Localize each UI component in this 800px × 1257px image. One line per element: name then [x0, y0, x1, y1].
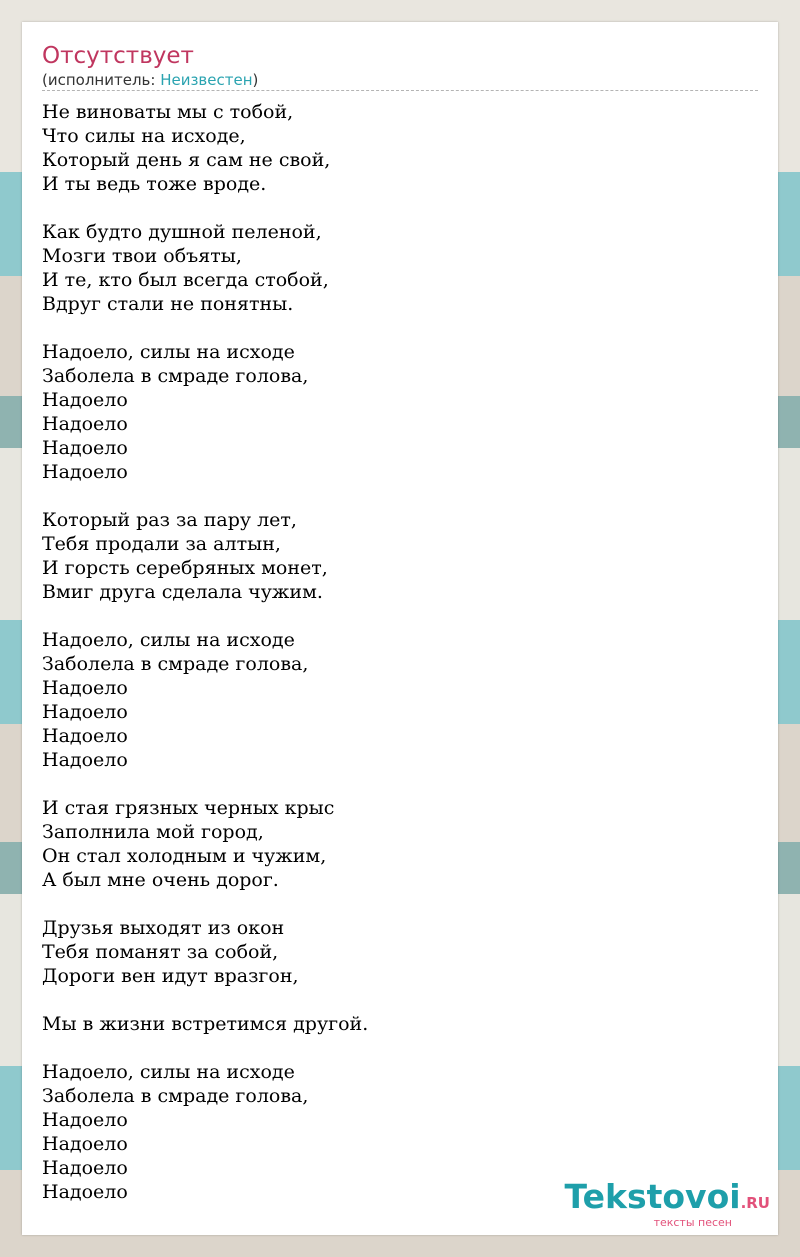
tekstovoi-logo[interactable]: [564, 1177, 770, 1229]
stanza-break: [42, 484, 742, 508]
lyric-line: И те, кто был всегда стобой,: [42, 269, 329, 291]
lyric-line: Надоело: [42, 749, 128, 771]
lyric-line: Тебя поманят за собой,: [42, 941, 279, 963]
lyric-line: Надоело: [42, 677, 128, 699]
lyric-line: Надоело, силы на исходе: [42, 1061, 295, 1083]
lyric-line: А был мне очень дорог.: [42, 869, 279, 891]
title-divider: [42, 90, 758, 91]
lyric-line: Вмиг друга сделала чужим.: [42, 581, 323, 603]
lyric-line: Не виноваты мы с тобой,: [42, 101, 294, 123]
lyric-line: И стая грязных черных крыс: [42, 797, 335, 819]
lyric-line: Что силы на исходе,: [42, 125, 246, 147]
lyric-line: Заболела в смраде голова,: [42, 1085, 309, 1107]
lyric-line: Надоело: [42, 389, 128, 411]
logo-name: Tekstovoi: [564, 1177, 741, 1216]
lyric-line: Надоело: [42, 413, 128, 435]
lyric-line: Надоело, силы на исходе: [42, 341, 295, 363]
lyric-line: Который день я сам не свой,: [42, 149, 331, 171]
lyric-line: Мы в жизни встретимся другой.: [42, 1013, 369, 1035]
lyric-line: Надоело: [42, 461, 128, 483]
lyric-line: Он стал холодным и чужим,: [42, 845, 327, 867]
artist-prefix: (исполнитель:: [42, 71, 161, 89]
lyric-line: Надоело: [42, 1157, 128, 1179]
stanza-break: [42, 892, 742, 916]
artist-suffix: ): [252, 71, 259, 89]
lyric-line: Надоело: [42, 1109, 128, 1131]
artist-link[interactable]: Неизвестен: [160, 71, 253, 89]
lyric-line: И горсть серебряных монет,: [42, 557, 328, 579]
lyric-line: Надоело: [42, 725, 128, 747]
lyric-line: Надоело: [42, 437, 128, 459]
stanza-break: [42, 772, 742, 796]
lyric-line: Тебя продали за алтын,: [42, 533, 281, 555]
lyric-line: Надоело: [42, 701, 128, 723]
lyrics-card: [22, 22, 778, 1235]
lyric-line: Надоело, силы на исходе: [42, 629, 295, 651]
artist-line: [42, 70, 258, 90]
logo-tld: .RU: [740, 1194, 770, 1212]
lyric-line: Который раз за пару лет,: [42, 509, 297, 531]
lyric-line: Заполнила мой город,: [42, 821, 264, 843]
lyric-line: Надоело: [42, 1133, 128, 1155]
stanza-break: [42, 196, 742, 220]
lyric-line: Друзья выходят из окон: [42, 917, 285, 939]
lyric-line: Как будто душной пеленой,: [42, 221, 322, 243]
lyrics-text: [42, 100, 742, 1204]
lyric-line: Заболела в смраде голова,: [42, 365, 309, 387]
lyric-line: Вдруг стали не понятны.: [42, 293, 294, 315]
stanza-break: [42, 604, 742, 628]
song-title: Отсутствует: [42, 43, 194, 69]
logo-tagline: тексты песен: [653, 1216, 732, 1229]
lyric-line: Надоело: [42, 1181, 128, 1203]
lyric-line: Дороги вен идут вразгон,: [42, 965, 299, 987]
stanza-break: [42, 988, 742, 1012]
lyric-line: И ты ведь тоже вроде.: [42, 173, 267, 195]
stanza-break: [42, 316, 742, 340]
lyric-line: Заболела в смраде голова,: [42, 653, 309, 675]
logo-wordmark: [564, 1177, 770, 1220]
lyric-line: Мозги твои объяты,: [42, 245, 242, 267]
stanza-break: [42, 1036, 742, 1060]
